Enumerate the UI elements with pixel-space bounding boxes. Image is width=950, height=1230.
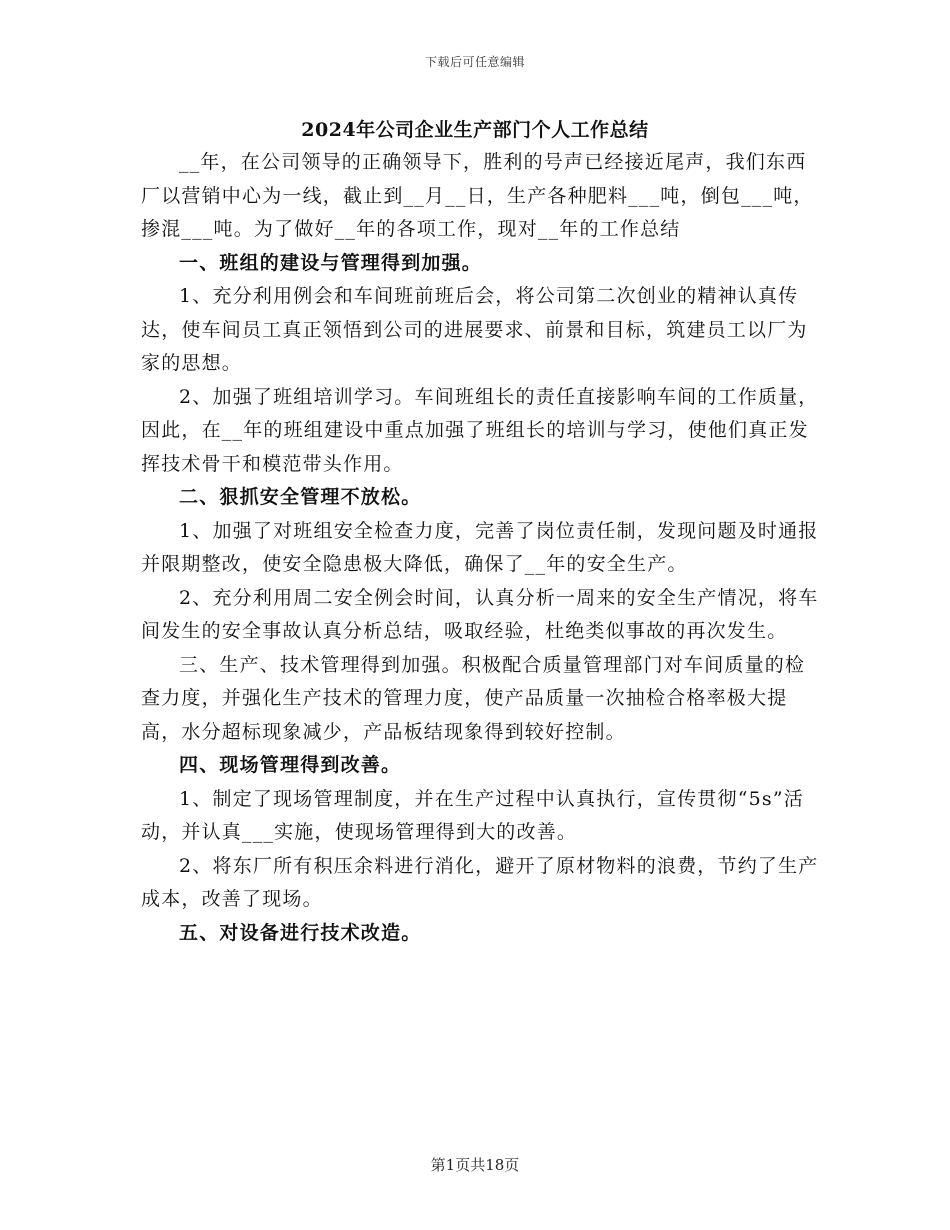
section-heading-4: 四、现场管理得到改善。 xyxy=(179,754,402,776)
section-4-item-1: 1、制定了现场管理制度，并在生产过程中认真执行，宣传贯彻“5s”活动，并认真___实施，使现场管理得到大的改善。 xyxy=(141,787,804,843)
page-footer: 第1页共18页 xyxy=(430,1156,520,1174)
section-1-item-1: 1、充分利用例会和车间班前班后会，将公司第二次创业的精神认真传达，使车间员工真正领悟到公司的进展要求、前景和目标，筑建员工以厂为家的思想。 xyxy=(141,285,808,374)
section-2-item-2: 2、充分利用周二安全例会时间，认真分析一周来的安全生产情况，将车间发生的安全事故认真分析总结，吸取经验，杜绝类似事故的再次发生。 xyxy=(141,586,819,642)
section-2-item-1: 1、加强了对班组安全检查力度，完善了岗位责任制，发现问题及时通报并限期整改，使安全隐患极大降低，确保了__年的安全生产。 xyxy=(141,519,819,575)
section-heading-5: 五、对设备进行技术改造。 xyxy=(179,921,422,944)
section-heading-1: 一、班组的建设与管理得到加强。 xyxy=(179,251,483,274)
header-note: 下载后可任意编辑 xyxy=(424,55,525,69)
section-3-paragraph: 三、生产、技术管理得到加强。积极配合质量管理部门对车间质量的检查力度，并强化生产技术的管理力度，使产品质量一次抽检合格率极大提高，水分超标现象减少，产品板结现象得到较好控制。 xyxy=(141,653,806,743)
section-4-item-2: 2、将东厂所有积压余料进行消化，避开了原材物料的浪费，节约了生产成本，改善了现场。 xyxy=(141,854,819,910)
document-body xyxy=(141,146,821,950)
document-title: 2024年公司企业生产部门个人工作总结 xyxy=(301,119,649,141)
section-1-item-2: 2、加强了班组培训学习。车间班组长的责任直接影响车间的工作质量，因此，在__年的班组建设中重点加强了班组长的培训与学习，使他们真正发挥技术骨干和模范带头作用。 xyxy=(141,385,819,475)
intro-paragraph: __年，在公司领导的正确领导下，胜利的号声已经接近尾声，我们东西厂以营销中心为一线，截止到__月__日，生产各种肥料___吨，倒包___吨，掺混___吨。为了做好__年的各项工作，现对__年的工作总结 xyxy=(141,151,814,240)
section-heading-2: 二、狠抓安全管理不放松。 xyxy=(179,486,422,508)
